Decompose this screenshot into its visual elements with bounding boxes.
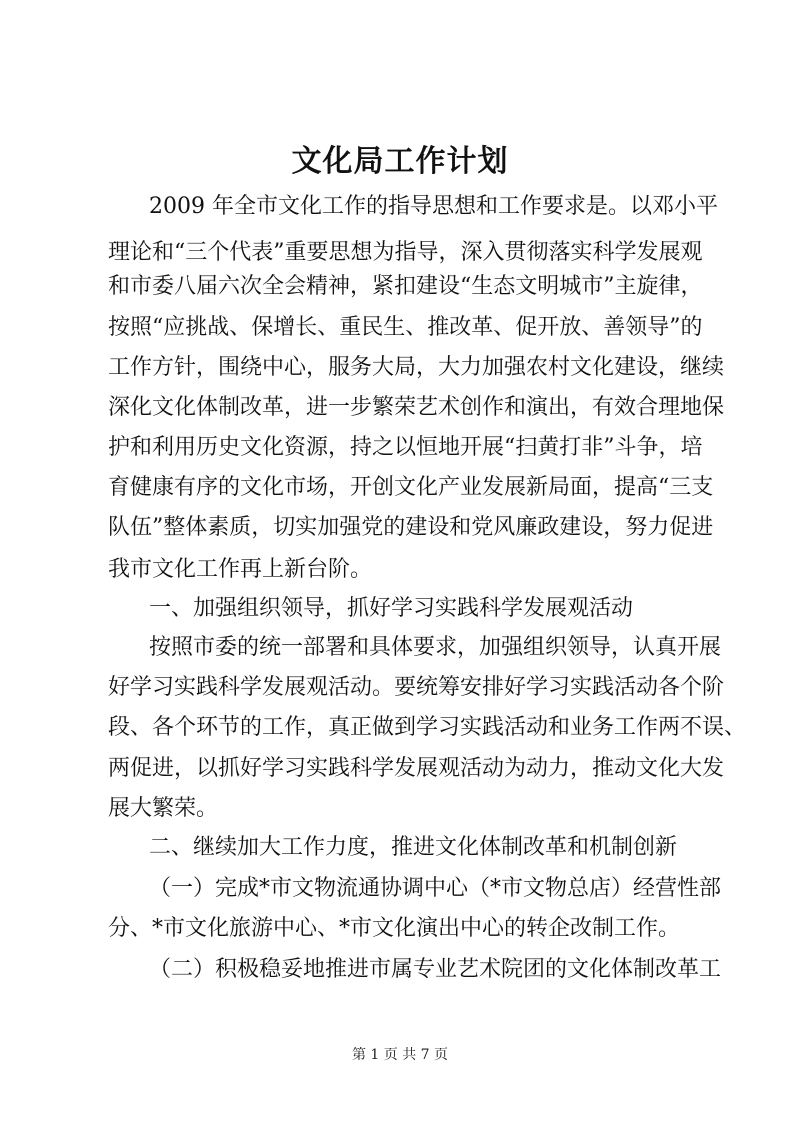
section-heading: 二、继续加大工作力度，推进文化体制改革和机制创新 [149, 835, 678, 860]
page-footer: 第 1 页 共 7 页 [351, 1047, 449, 1063]
paragraph-line: 深化文化体制改革，进一步繁荣艺术创作和演出，有效合理地保 [108, 395, 725, 420]
paragraph-line: 两促进，以抓好学习实践科学发展观活动为动力，推动文化大发 [108, 756, 725, 781]
paragraph-line: 段、各个环节的工作，真正做到学习实践活动和业务工作两不误、 [108, 715, 747, 740]
paragraph-line: 我市文化工作再上新台阶。 [108, 557, 373, 582]
paragraph-line: 和市委八届六次全会精神，紧扣建设“生态文明城市”主旋律， [108, 274, 703, 299]
paragraph-line: 护和利用历史文化资源，持之以恒地开展“扫黄打非”斗争，培 [108, 435, 703, 460]
paragraph-line: 按照“应挑战、保增长、重民生、推改革、促开放、善领导”的 [108, 315, 703, 340]
section-heading: 一、加强组织领导，抓好学习实践科学发展观活动 [149, 596, 634, 621]
paragraph-line: 2009 年全市文化工作的指导思想和工作要求是。以邓小平 [149, 194, 718, 219]
paragraph-line: 理论和“三个代表”重要思想为指导，深入贯彻落实科学发展观 [108, 240, 703, 265]
paragraph-line: 按照市委的统一部署和具体要求，加强组织领导，认真开展 [149, 635, 722, 660]
paragraph-line: 分、*市文化旅游中心、*市文化演出中心的转企改制工作。 [108, 916, 681, 941]
paragraph-line: 好学习实践科学发展观活动。要统筹安排好学习实践活动各个阶 [108, 675, 725, 700]
page-title: 文化局工作计划 [291, 144, 509, 179]
paragraph-line: 队伍”整体素质，切实加强党的建设和党风廉政建设，努力促进 [108, 515, 714, 540]
paragraph-line: 工作方针，围绕中心，服务大局，大力加强农村文化建设，继续 [108, 355, 725, 380]
paragraph-line: 展大繁荣。 [108, 796, 219, 821]
paragraph-line: （一）完成*市文物流通协调中心（*市文物总店）经营性部 [149, 876, 722, 901]
paragraph-line: 育健康有序的文化市场，开创文化产业发展新局面，提高“三支 [108, 475, 714, 500]
paragraph-line: （二）积极稳妥地推进市属专业艺术院团的文化体制改革工 [149, 957, 722, 982]
